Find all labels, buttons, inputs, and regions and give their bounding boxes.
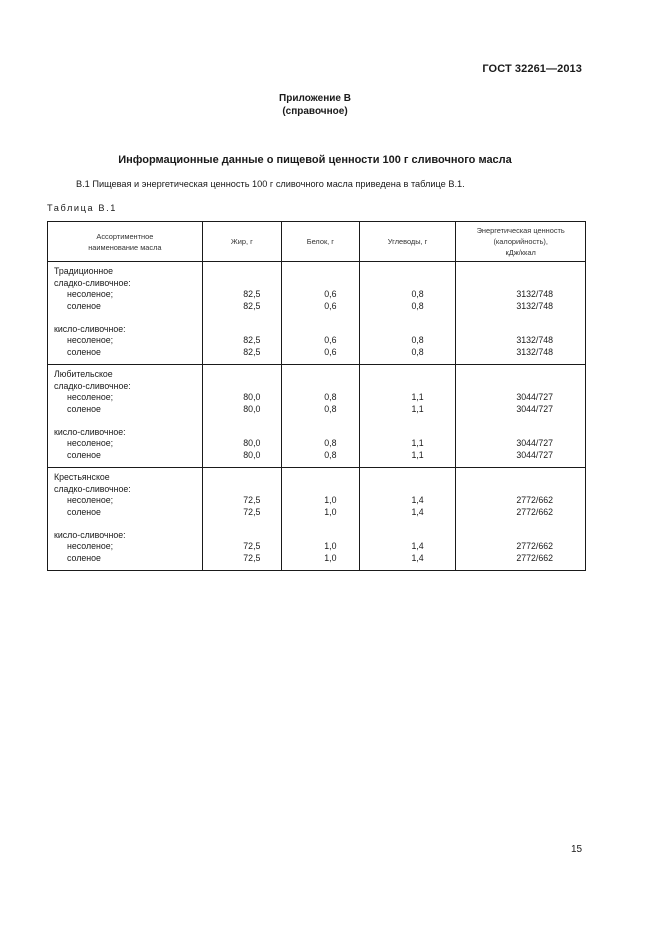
- header-protein: Белок, г: [281, 222, 359, 262]
- row-name: несоленое;: [67, 495, 114, 505]
- group-title: Традиционное: [54, 266, 114, 276]
- group-subtitle: кисло-сливочное:: [54, 529, 126, 540]
- standard-number: ГОСТ 32261—2013: [482, 63, 582, 75]
- row-name: соленое: [67, 300, 101, 311]
- header-assortment: Ассортиментное наименование масла: [48, 222, 203, 262]
- appendix-title: Приложение В: [279, 93, 351, 104]
- energy-cell: 2772/662 2772/662 2772/662 2772/662: [456, 468, 586, 571]
- nutrition-table: [47, 221, 586, 571]
- table-row-group-peasant: [48, 468, 586, 571]
- row-name: соленое: [67, 346, 101, 357]
- protein-cell: 0,8 0,8 0,8 0,8: [281, 365, 359, 468]
- row-name: соленое: [67, 449, 101, 460]
- fat-cell: 72,5 72,5 72,5 72,5: [202, 468, 281, 571]
- group-title: Крестьянское: [54, 472, 110, 482]
- header-energy: Энергетическая ценность (калорийность), кДж/ккал: [456, 222, 586, 262]
- row-name: соленое: [67, 552, 101, 563]
- protein-cell: 1,0 1,0 1,0 1,0: [281, 468, 359, 571]
- group-subtitle: сладко-сливочное:: [54, 380, 131, 391]
- table-row-group-traditional: [48, 262, 586, 365]
- name-cell: [48, 468, 203, 571]
- energy-cell: 3044/727 3044/727 3044/727 3044/727: [456, 365, 586, 468]
- row-name: несоленое;: [67, 541, 114, 551]
- energy-cell: 3132/748 3132/748 3132/748 3132/748: [456, 262, 586, 365]
- table-row-group-amateur: [48, 365, 586, 468]
- table-label: Таблица В.1: [47, 203, 117, 213]
- page-number: 15: [571, 844, 583, 855]
- carbs-cell: 1,4 1,4 1,4 1,4: [359, 468, 456, 571]
- row-name: соленое: [67, 403, 101, 414]
- group-subtitle: сладко-сливочное:: [54, 277, 131, 288]
- appendix-heading: [0, 92, 630, 118]
- header-fat: Жир, г: [202, 222, 281, 262]
- carbs-cell: 0,8 0,8 0,8 0,8: [359, 262, 456, 365]
- protein-cell: 0,6 0,6 0,6 0,6: [281, 262, 359, 365]
- group-subtitle: сладко-сливочное:: [54, 483, 131, 494]
- name-cell: [48, 262, 203, 365]
- row-name: несоленое;: [67, 392, 114, 402]
- row-name: соленое: [67, 506, 101, 517]
- fat-cell: 82,5 82,5 82,5 82,5: [202, 262, 281, 365]
- carbs-cell: 1,1 1,1 1,1 1,1: [359, 365, 456, 468]
- intro-paragraph: В.1 Пищевая и энергетическая ценность 100 г сливочного масла приведена в таблице В.1.: [76, 179, 465, 189]
- group-subtitle: кисло-сливочное:: [54, 323, 126, 334]
- table-header-row: [48, 222, 586, 262]
- name-cell: [48, 365, 203, 468]
- row-name: несоленое;: [67, 289, 114, 299]
- appendix-subtitle: (справочное): [282, 106, 348, 117]
- group-title: Любительское: [54, 369, 113, 379]
- row-name: несоленое;: [67, 335, 114, 345]
- section-heading: Информационные данные о пищевой ценности 100 г сливочного масла: [118, 154, 512, 166]
- row-name: несоленое;: [67, 438, 114, 448]
- header-carbs: Углеводы, г: [359, 222, 456, 262]
- fat-cell: 80,0 80,0 80,0 80,0: [202, 365, 281, 468]
- group-subtitle: кисло-сливочное:: [54, 426, 126, 437]
